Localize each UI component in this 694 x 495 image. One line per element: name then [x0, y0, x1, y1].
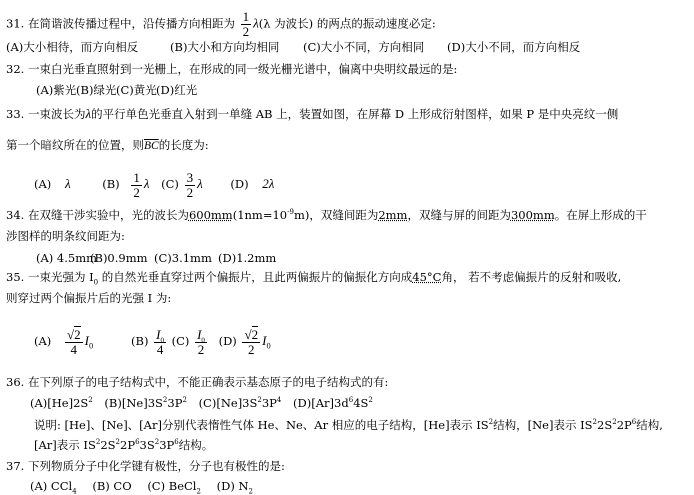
q32-option-c: (C)黄光	[116, 83, 157, 97]
segment-bc: $\overline{BC}$	[144, 140, 159, 152]
q34-stem-2: 涉图样的明条纹间距为:	[6, 229, 125, 243]
q37-options: (A) CCl$_4$ (B) CO (C) BeCl$_2$ (D) $N_2$	[30, 479, 253, 495]
q37-option-a: (A) CCl	[30, 479, 73, 493]
q35-stem-2: 则穿过两个偏振片后的光强 I 为:	[6, 291, 172, 305]
q32-option-d: (D)红光	[156, 83, 198, 97]
q35-stem: 35. 一束光强为 $I_0$ 的自然光垂直穿过两个偏振片，且此两偏振片的偏振化方向成45°C角， 若不考虑偏振片的反射和吸收,	[6, 270, 622, 287]
q32-stem: 32. 一束白光垂直照射到一光栅上，在形成的同一级光栅光谱中，偏离中央明纹最远的是:	[6, 62, 458, 76]
q37-option-c: (C) BeCl	[147, 479, 197, 493]
q34-option-b: (B)0.9mm	[90, 251, 148, 265]
q34-options	[36, 251, 276, 265]
q36-options: $(A)[He]2S^2$ $(B)[Ne]3S^23P^2$ $(C)[Ne]3S^23P^4$ $(D)[Ar]3d^64S^2$	[30, 396, 373, 410]
q34-stem: 34. 在双缝干涉实验中，光的波长为$600mm(1nm=10^{-9}m)$，双缝间距为2mm，双缝与屏的间距为300mm。在屏上形成的干	[6, 208, 647, 222]
q34-option-c: (C)3.1mm	[154, 251, 212, 265]
q37-option-d: (D) N	[216, 479, 249, 493]
q33-stem-2: 第一个暗纹所在的位置，则$\overline{BC}$的长度为:	[6, 138, 209, 152]
q36-note-2: [Ar]表示 $IS^22S^22P^63S^23P^6$结构。	[34, 438, 214, 452]
q31-option-b: (B)大小和方向均相同	[170, 40, 280, 54]
q36-note: 说明: [He]、[Ne]、[Ar]分别代表惰性气体 He、Ne、Ar 相应的电子结构，[He]表示 $IS^2$结构，[Ne]表示 $IS^22S^22P^6$结构,	[34, 418, 663, 432]
q33-options: (A) λ (B) $\frac{1}{2}$ λ (C) $\frac{3}{2}$ λ (D) 2λ	[34, 169, 275, 200]
q31-stem: 31. 在简谐波传播过程中，沿传播方向相距为 $\frac{1}{2}$ λ(λ 为波长) 的两点的振动速度必定:	[6, 9, 436, 39]
q31-option-d: (D)大小不同，而方向相反	[447, 40, 581, 54]
q32-options	[36, 83, 197, 97]
q35-options: (A) $\frac{√2}{4}$ $I_0$ (B) $\frac{I_0}{4}$ (C) $\frac{I_0}{2}$ (D) $\frac{√2}{2}$ $I_0$	[34, 326, 271, 357]
q33-stem: 33. 一束波长为λ的平行单色光垂直入射到一单缝 AB 上，装置如图，在屏幕 D 上形成衍射图样，如果 P 是中央亮纹一侧	[6, 106, 619, 121]
q37-option-b: (B) CO	[92, 479, 132, 493]
q36-stem: 36. 在下列原子的电子结构式中，不能正确表示基态原子的电子结构式的有:	[6, 375, 389, 389]
q31-option-a: (A)大小相待，而方向相反	[6, 40, 139, 54]
q31-option-c: (C)大小不同，方向相同	[303, 40, 425, 54]
q32-option-b: (B)绿光	[76, 83, 117, 97]
q37-stem: 37. 下列物质分子中化学键有极性，分子也有极性的是:	[6, 459, 285, 473]
q32-option-a: (A)紫光	[36, 83, 77, 97]
q34-option-d: (D)1.2mm	[218, 251, 277, 265]
q31-options	[6, 40, 580, 54]
q31-fraction: $\frac{1}{2}$	[242, 9, 250, 39]
q34-option-a: (A) 4.5mm	[36, 251, 98, 265]
